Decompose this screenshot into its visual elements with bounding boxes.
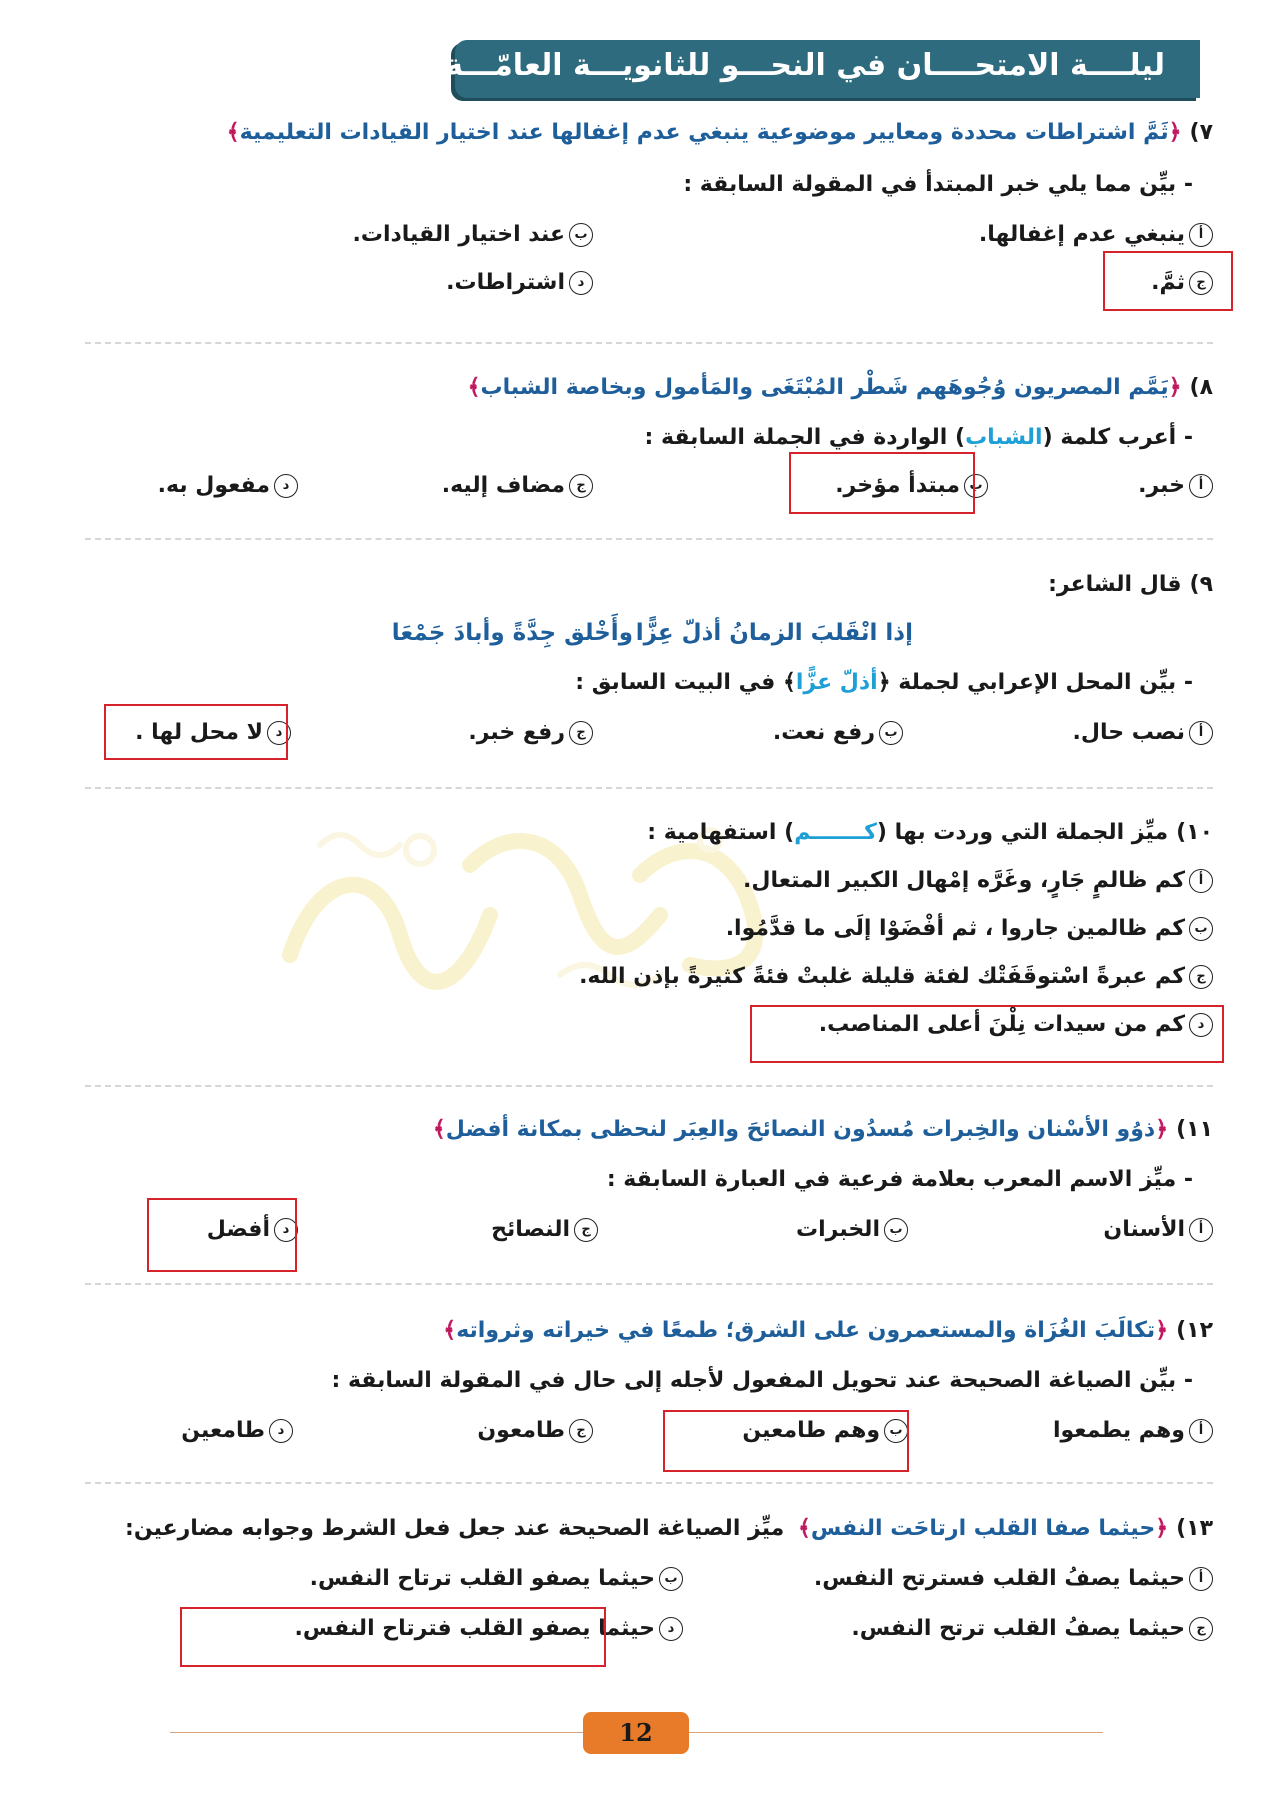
option-text: كم ظالمٍ جَارٍ، وغَرَّه إمْهال الكبير المتعال.: [743, 868, 1185, 893]
option-text: مفعول به.: [157, 473, 270, 498]
option-c[interactable]: [442, 473, 593, 498]
answer-highlight-box: [1103, 251, 1233, 311]
option-b[interactable]: [773, 720, 903, 745]
option-letter: أ: [1189, 1218, 1213, 1242]
option-a[interactable]: [814, 1566, 1213, 1591]
option-a[interactable]: [1073, 720, 1213, 745]
option-b[interactable]: [310, 1566, 683, 1591]
quote-text: يَمَّم المصريون وُجُوهَهم شَطْر المُبْتَغَى والمَأمول وبخاصة الشباب: [480, 375, 1169, 400]
option-d[interactable]: [446, 270, 593, 295]
option-c[interactable]: [491, 1217, 598, 1242]
divider: [85, 1283, 1213, 1285]
question-10-stem: [647, 820, 1213, 845]
option-letter: ب: [884, 1218, 908, 1242]
option-text: الأسنان: [1103, 1217, 1185, 1242]
question-number: ٧): [1189, 120, 1213, 145]
option-letter: ب: [884, 1419, 908, 1443]
question-number: ١١): [1176, 1117, 1213, 1142]
option-letter: د: [269, 1419, 293, 1443]
option-letter: ب: [569, 223, 593, 247]
question-number: ٩): [1189, 572, 1213, 597]
divider: [85, 787, 1213, 789]
highlighted-word: أذلّ عزًّا: [795, 670, 878, 695]
option-letter: د: [274, 474, 298, 498]
option-a[interactable]: [979, 222, 1213, 247]
option-text: وهم يطمعوا: [1052, 1418, 1185, 1443]
instruction-text: ) الواردة في الجملة السابقة :: [644, 425, 966, 450]
question-instruction: - بيِّن مما يلي خبر المبتدأ في المقولة السابقة :: [683, 172, 1193, 197]
bracket-close: ﴾: [226, 120, 240, 145]
option-b[interactable]: [796, 1217, 908, 1242]
option-d[interactable]: [158, 473, 298, 498]
option-text: لا محل لها .: [135, 720, 263, 745]
option-a[interactable]: [1103, 1217, 1213, 1242]
bracket-open: ﴿: [1155, 1117, 1169, 1142]
option-text: اشتراطات.: [446, 270, 565, 295]
highlighted-word: كـــــــم: [794, 820, 877, 845]
question-instruction: - ميِّز الاسم المعرب بعلامة فرعية في العبارة السابقة :: [606, 1167, 1193, 1192]
option-text: كم ظالمين جاروا ، ثم أفْضَوْا إلَى ما قدَّمُوا.: [725, 916, 1185, 941]
header-banner: [445, 40, 1200, 98]
option-letter: د: [569, 271, 593, 295]
option-text: أفضل: [206, 1217, 270, 1242]
option-letter: أ: [1189, 869, 1213, 893]
question-instruction: ميِّز الصياغة الصحيحة عند جعل فعل الشرط وجوابه مضارعين:: [125, 1516, 785, 1541]
option-text: طامعون: [477, 1418, 565, 1443]
option-letter: أ: [1189, 721, 1213, 745]
question-instruction: - بيِّن الصياغة الصحيحة عند تحويل المفعول لأجله إلى حال في المقولة السابقة :: [331, 1368, 1193, 1393]
page-number: 12: [583, 1712, 689, 1754]
option-text: حيثما يصفو القلب فترتاح النفس.: [294, 1616, 655, 1641]
quote-text: ثَمَّ اشتراطات محددة ومعايير موضوعية ينبغي عدم إغفالها عند اختيار القيادات التعليمية: [239, 120, 1169, 145]
option-letter: ج: [569, 474, 593, 498]
divider: [85, 538, 1213, 540]
option-letter: ب: [964, 474, 988, 498]
option-letter: د: [274, 1218, 298, 1242]
option-letter: ب: [1189, 917, 1213, 941]
bracket-close: ﴾: [443, 1318, 457, 1343]
option-text: النصائح: [491, 1217, 570, 1242]
answer-highlight-box: [789, 452, 975, 514]
option-letter: ج: [569, 721, 593, 745]
option-text: وهم طامعين: [742, 1418, 880, 1443]
option-text: مبتدأ مؤخر.: [835, 473, 960, 498]
question-number: ١٠): [1176, 820, 1213, 845]
bracket-open: ﴿: [1168, 375, 1182, 400]
option-letter: أ: [1189, 1419, 1213, 1443]
option-letter: ج: [574, 1218, 598, 1242]
instruction-text: ميِّز الجملة التي وردت بها (: [876, 820, 1169, 845]
bracket-close: ﴾: [432, 1117, 446, 1142]
option-c[interactable]: [579, 964, 1213, 989]
option-letter: ج: [1189, 1617, 1213, 1641]
question-8-stem: [468, 375, 1213, 400]
option-text: مضاف إليه.: [441, 473, 565, 498]
option-letter: ب: [879, 721, 903, 745]
question-8: [85, 375, 1213, 525]
quote-text: تكالَبَ الغُزَاة والمستعمرون على الشرق؛ طمعًا في خيراته وثرواته: [456, 1318, 1156, 1343]
answer-highlight-box: [104, 704, 288, 760]
option-text: حيثما يصفو القلب ترتاح النفس.: [309, 1566, 655, 1591]
instruction-text: - بيِّن المحل الإعرابي لجملة ﴿: [877, 670, 1193, 695]
instruction-text: ) استفهامية :: [647, 820, 795, 845]
option-a[interactable]: [1138, 473, 1213, 498]
instruction-text: ﴾ في البيت السابق :: [575, 670, 796, 695]
question-12-stem: [443, 1318, 1213, 1343]
option-text: خبر.: [1138, 473, 1185, 498]
quote-text: ذوُو الأسْنان والخِبرات مُسدُون النصائحَ والعِبَر لنحظى بمكانة أفضل: [445, 1117, 1156, 1142]
question-11-stem: [433, 1117, 1213, 1142]
option-letter: ج: [1189, 271, 1213, 295]
option-text: نصب حال.: [1072, 720, 1185, 745]
question-intro: قال الشاعر:: [1048, 572, 1182, 597]
question-number: ١٢): [1176, 1318, 1213, 1343]
option-letter: ج: [569, 1419, 593, 1443]
question-number: ١٣): [1176, 1516, 1213, 1541]
divider: [85, 1085, 1213, 1087]
option-text: ثمَّ.: [1151, 270, 1185, 295]
instruction-text: - أعرب كلمة (: [1042, 425, 1193, 450]
option-c[interactable]: [468, 720, 593, 745]
bracket-close: ﴾: [467, 375, 481, 400]
question-7: [85, 120, 1213, 320]
question-9-intro: [1048, 572, 1213, 597]
highlighted-word: الشباب: [965, 425, 1043, 450]
option-letter: ج: [1189, 965, 1213, 989]
option-text: حيثما يصفُ القلب ترتح النفس.: [851, 1616, 1185, 1641]
option-text: رفع نعت.: [772, 720, 875, 745]
option-text: رفع خبر.: [468, 720, 565, 745]
divider: [85, 1482, 1213, 1484]
question-instruction: [645, 425, 1193, 450]
option-d[interactable]: [181, 1418, 293, 1443]
option-text: طامعين: [181, 1418, 265, 1443]
divider: [85, 342, 1213, 344]
verse-second-hemistich: وأَخْلق جِدَّةً وأبادَ جَمْعَا: [391, 620, 633, 646]
answer-highlight-box: [147, 1198, 297, 1272]
option-letter: أ: [1189, 223, 1213, 247]
question-7-stem: [227, 120, 1213, 145]
option-letter: د: [267, 721, 291, 745]
bracket-open: ﴿: [1155, 1318, 1169, 1343]
answer-highlight-box: [663, 1410, 909, 1472]
option-letter: أ: [1189, 1567, 1213, 1591]
bracket-open: ﴿: [1155, 1516, 1169, 1541]
question-12: [85, 1318, 1213, 1478]
option-a[interactable]: [1053, 1418, 1213, 1443]
bracket-open: ﴿: [1168, 120, 1182, 145]
option-text: الخبرات: [796, 1217, 880, 1242]
page-title: ليلــــة الامتحــــان في النحـــو للثانويـــة العامّـــة: [445, 48, 1165, 83]
quote-text: حيثما صفا القلب ارتاحَت النفس: [810, 1516, 1156, 1541]
option-text: كم من سيدات نِلْنَ أعلى المناصب.: [818, 1012, 1185, 1037]
option-a[interactable]: [743, 868, 1213, 893]
option-c[interactable]: [851, 1616, 1213, 1641]
question-number: ٨): [1189, 375, 1213, 400]
verse-first-hemistich: إذا انْقَلبَ الزمانُ أذلّ عِزًّا: [635, 620, 913, 646]
option-letter: د: [659, 1617, 683, 1641]
option-text: ينبغي عدم إغفالها.: [978, 222, 1185, 247]
question-13-stem: [125, 1516, 1213, 1541]
option-letter: د: [1189, 1013, 1213, 1037]
answer-highlight-box: [180, 1607, 606, 1667]
option-text: حيثما يصفُ القلب فسترتح النفس.: [813, 1566, 1185, 1591]
option-b[interactable]: [353, 222, 594, 247]
option-letter: ب: [659, 1567, 683, 1591]
option-text: كم عبرةً اسْتوقَفَتْك لفئة قليلة غلبتْ فئةً كثيرةً بإذن الله.: [579, 964, 1185, 989]
bracket-close: ﴾: [797, 1516, 811, 1541]
option-c[interactable]: [477, 1418, 593, 1443]
question-instruction: [575, 670, 1193, 695]
option-letter: أ: [1189, 474, 1213, 498]
answer-highlight-box: [750, 1005, 1224, 1063]
option-text: عند اختيار القيادات.: [352, 222, 565, 247]
option-b[interactable]: [726, 916, 1213, 941]
